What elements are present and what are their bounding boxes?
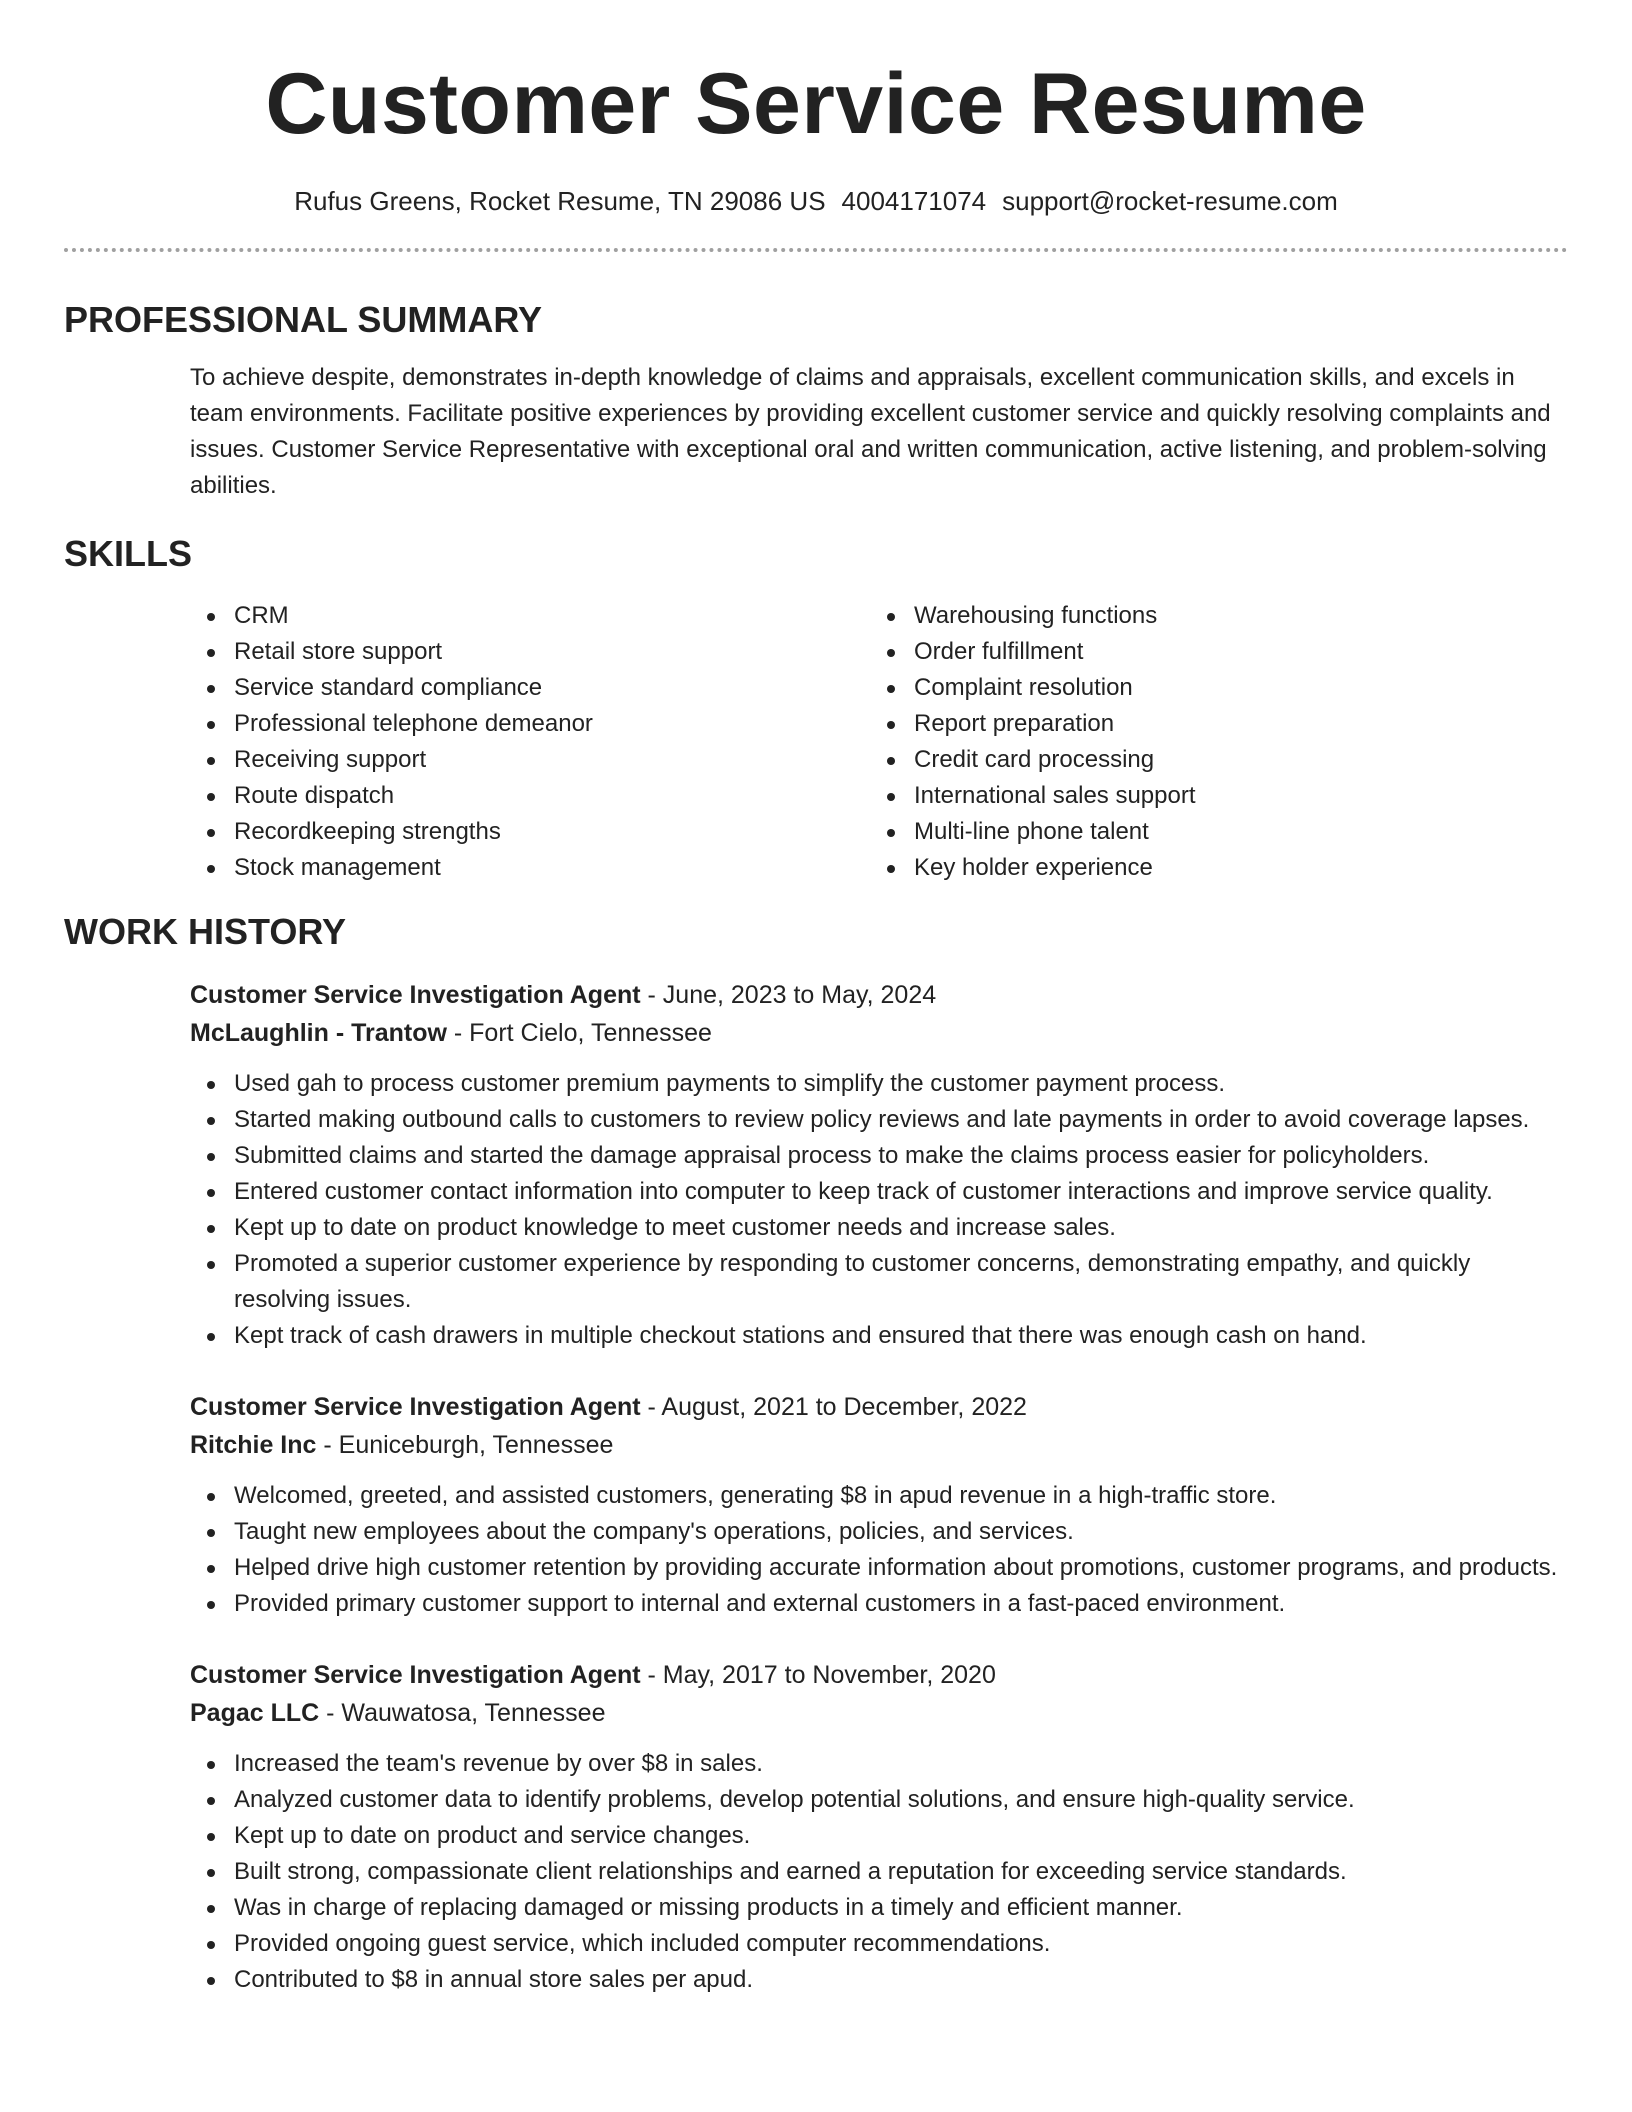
- job-title: Customer Service Investigation Agent: [190, 1393, 641, 1421]
- job-bullets: [190, 1066, 1568, 1354]
- job-bullet: Started making outbound calls to customers to review policy reviews and late payments in order to avoid coverage lapses.: [190, 1102, 1568, 1138]
- skill-item: Receiving support: [190, 742, 870, 778]
- job-location: - Fort Cielo, Tennessee: [446, 1019, 712, 1047]
- skill-item: Credit card processing: [870, 742, 1550, 778]
- job-bullet: Welcomed, greeted, and assisted customers, generating $8 in apud revenue in a high-traffic store.: [190, 1478, 1568, 1514]
- skills-list: [190, 598, 1568, 886]
- skill-item: Multi-line phone talent: [870, 814, 1550, 850]
- contact-email: support@rocket-resume.com: [1002, 186, 1338, 216]
- skill-item: Report preparation: [870, 706, 1550, 742]
- job-bullet: Increased the team's revenue by over $8 in sales.: [190, 1746, 1568, 1782]
- skill-item: Key holder experience: [870, 850, 1550, 886]
- skills-heading: SKILLS: [64, 533, 193, 574]
- job-entry-3: [190, 1656, 1568, 1998]
- skill-item: Service standard compliance: [190, 670, 870, 706]
- job-bullet: Kept up to date on product knowledge to meet customer needs and increase sales.: [190, 1210, 1568, 1246]
- skill-item: CRM: [190, 598, 870, 634]
- job-bullet: Provided primary customer support to internal and external customers in a fast-paced environment.: [190, 1586, 1568, 1622]
- job-company: Pagac LLC: [190, 1699, 320, 1727]
- skill-item: Order fulfillment: [870, 634, 1550, 670]
- job-company-line: [190, 1014, 1568, 1052]
- skill-item: Professional telephone demeanor: [190, 706, 870, 742]
- job-bullet: Provided ongoing guest service, which included computer recommendations.: [190, 1926, 1568, 1962]
- job-entry-2: [190, 1388, 1568, 1622]
- contact-line: [64, 184, 1568, 218]
- job-title-line: [190, 1656, 1568, 1694]
- job-location: - Euniceburgh, Tennessee: [316, 1431, 614, 1459]
- resume-title: Customer Service Resume: [265, 56, 1367, 152]
- contact-address: Rufus Greens, Rocket Resume, TN 29086 US: [294, 186, 826, 216]
- job-company: McLaughlin - Trantow: [190, 1019, 447, 1047]
- job-bullet: Helped drive high customer retention by providing accurate information about promotions, customer programs, and products.: [190, 1550, 1568, 1586]
- job-title: Customer Service Investigation Agent: [190, 1661, 641, 1689]
- job-bullet: Submitted claims and started the damage appraisal process to make the claims process easier for policyholders.: [190, 1138, 1568, 1174]
- job-dates: - August, 2021 to December, 2022: [640, 1393, 1027, 1421]
- skill-item: Stock management: [190, 850, 870, 886]
- job-bullet: Taught new employees about the company's operations, policies, and services.: [190, 1514, 1568, 1550]
- job-title-line: [190, 976, 1568, 1014]
- job-bullet: Entered customer contact information into computer to keep track of customer interactions and improve service quality.: [190, 1174, 1568, 1210]
- job-bullet: Analyzed customer data to identify problems, develop potential solutions, and ensure high-quality service.: [190, 1782, 1568, 1818]
- job-bullets: [190, 1746, 1568, 1998]
- job-company-line: [190, 1694, 1568, 1732]
- skills-column-right: [870, 598, 1550, 886]
- job-bullet: Kept up to date on product and service changes.: [190, 1818, 1568, 1854]
- job-bullet: Kept track of cash drawers in multiple checkout stations and ensured that there was enough cash on hand.: [190, 1318, 1568, 1354]
- summary-heading: PROFESSIONAL SUMMARY: [64, 299, 543, 340]
- skill-item: Recordkeeping strengths: [190, 814, 870, 850]
- job-bullet: Promoted a superior customer experience by responding to customer concerns, demonstrating empathy, and quickly resolving issues.: [190, 1246, 1568, 1318]
- summary-text: To achieve despite, demonstrates in-depth knowledge of claims and appraisals, excellent communication skills, and excels in team environments. Facilitate positive experiences by providing excellent customer service and quickly resolving complaints and issues. Customer Service Representative with exceptional oral and written communication, active listening, and problem-solving abilities.: [190, 364, 1551, 499]
- skill-item: International sales support: [870, 778, 1550, 814]
- skill-item: Retail store support: [190, 634, 870, 670]
- resume-page: [64, 0, 1568, 1998]
- job-bullet: Contributed to $8 in annual store sales per apud.: [190, 1962, 1568, 1998]
- job-title: Customer Service Investigation Agent: [190, 981, 641, 1009]
- work-history-heading: WORK HISTORY: [64, 911, 347, 952]
- job-bullet: Was in charge of replacing damaged or missing products in a timely and efficient manner.: [190, 1890, 1568, 1926]
- job-dates: - May, 2017 to November, 2020: [640, 1661, 996, 1689]
- job-dates: - June, 2023 to May, 2024: [640, 981, 937, 1009]
- skill-item: Route dispatch: [190, 778, 870, 814]
- job-bullet: Used gah to process customer premium payments to simplify the customer payment process.: [190, 1066, 1568, 1102]
- contact-phone: 4004171074: [841, 186, 987, 216]
- job-company-line: [190, 1426, 1568, 1464]
- job-company: Ritchie Inc: [190, 1431, 317, 1459]
- skills-column-left: [190, 598, 870, 886]
- job-location: - Wauwatosa, Tennessee: [319, 1699, 606, 1727]
- job-title-line: [190, 1388, 1568, 1426]
- skill-item: Complaint resolution: [870, 670, 1550, 706]
- job-bullet: Built strong, compassionate client relationships and earned a reputation for exceeding service standards.: [190, 1854, 1568, 1890]
- header-divider: [64, 248, 1568, 252]
- skill-item: Warehousing functions: [870, 598, 1550, 634]
- job-entry-1: [190, 976, 1568, 1354]
- job-bullets: [190, 1478, 1568, 1622]
